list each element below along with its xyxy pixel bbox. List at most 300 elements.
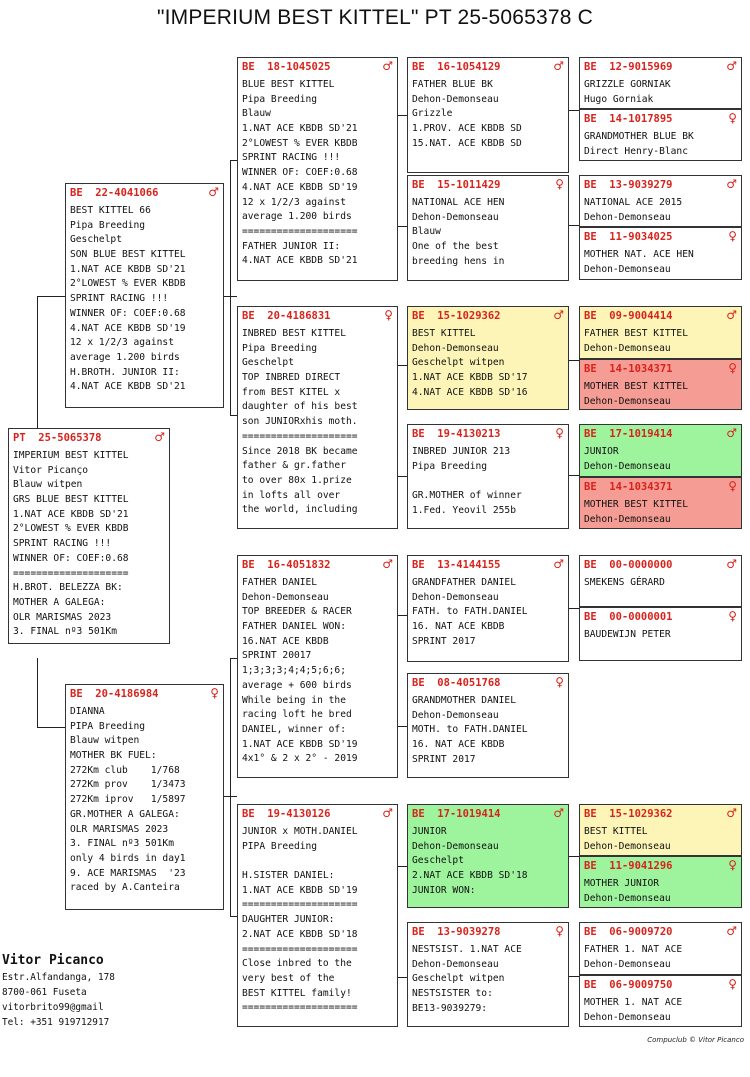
card-line: in lofts all over [242, 489, 341, 501]
connector-line [397, 365, 407, 366]
ring-number: BE 00-0000000 [584, 559, 673, 571]
card-line: Geschelpt [412, 855, 464, 867]
card-line: Dehon-Demonseau [584, 892, 671, 904]
ring-number: BE 19-4130213 [412, 428, 501, 440]
male-symbol-icon: ♂ [726, 177, 737, 191]
card-line: Dehon-Demonseau [412, 93, 499, 105]
card-line: DAUGHTER JUNIOR: [242, 914, 335, 926]
card-line: Dehon-Demonseau [412, 342, 499, 354]
card-line: 12 x 1/2/3 against [242, 196, 346, 208]
card-lines [412, 196, 564, 269]
card-line: SPRINT RACING !!! [70, 293, 169, 305]
connector-line [568, 976, 579, 977]
female-symbol-icon: ♀ [555, 675, 564, 689]
card-line: NATIONAL ACE HEN [412, 197, 505, 208]
male-symbol-icon: ♂ [726, 59, 737, 73]
card-line: Geschelpt witpen [412, 357, 505, 369]
ggparent-card [579, 477, 742, 529]
card-line: 272Km prov 1/3473 [70, 779, 186, 791]
ggparent-card [579, 607, 742, 661]
ring-number: BE 11-9041296 [584, 860, 673, 872]
card-line: MOTHER NAT. ACE HEN [584, 249, 694, 260]
male-symbol-icon: ♂ [553, 557, 564, 571]
card-line: 2°LOWEST % EVER KBDB [13, 523, 129, 535]
footer-credit: Compuclub © Vitor Picanco [647, 1036, 744, 1044]
card-line: SPRINT 2017 [412, 635, 476, 647]
female-symbol-icon: ♀ [728, 479, 737, 493]
card-line: Geschelpt [242, 357, 294, 369]
card-line: 16. NAT ACE KBDB [412, 739, 505, 751]
card-line: ==================== [242, 430, 358, 442]
pedigree-title: "IMPERIUM BEST KITTEL" PT 25-5065378 C [156, 6, 594, 29]
card-line: BAUDEWIJN PETER [584, 629, 671, 640]
card-line: Geschelpt [70, 234, 122, 246]
card-line: While being in the [242, 694, 346, 706]
card-line: DANIEL, winner of: [242, 723, 346, 735]
card-line: 2.NAT ACE KBDB SD'18 [412, 870, 528, 882]
female-symbol-icon: ♀ [555, 924, 564, 938]
card-lines [584, 78, 737, 107]
ring-number: BE 15-1011429 [412, 179, 501, 191]
card-lines [412, 825, 564, 898]
connector-line [397, 476, 407, 477]
card-line: TOP BREEDER & RACER [242, 606, 352, 618]
card-line: 1.NAT ACE KBDB SD'21 [242, 123, 358, 135]
card-line: 272Km iprov 1/5897 [70, 794, 186, 806]
ring-number: BE 14-1017895 [584, 113, 673, 125]
card-lines [242, 78, 393, 269]
sire-dam-card [237, 306, 398, 529]
card-line: SPRINT RACING !!! [13, 538, 112, 550]
card-line: 16.NAT ACE KBDB [242, 635, 329, 647]
card-line: average + 600 birds [242, 679, 352, 691]
card-line: FATHER DANIEL WON: [242, 621, 346, 633]
card-lines [584, 380, 737, 409]
connector-line [568, 110, 579, 111]
card-line: ==================== [242, 943, 358, 955]
card-line: breeding hens in [412, 255, 505, 267]
card-line: 1.NAT ACE KBDB SD'21 [13, 508, 129, 520]
card-line: GRANDMOTHER DANIEL [412, 695, 516, 706]
card-line: 12 x 1/2/3 against [70, 337, 174, 349]
connector-line [230, 916, 237, 917]
card-lines [584, 628, 737, 643]
card-line: JUNIOR [584, 446, 619, 457]
card-line: 2.NAT ACE KBDB SD'18 [242, 928, 358, 940]
card-line: INBRED JUNIOR 213 [412, 446, 511, 457]
card-line: PIPA Breeding [242, 840, 318, 852]
card-line: son JUNIORxhis moth. [242, 416, 358, 428]
card-line: 1;3;3;3;4;4;5;6;6; [242, 665, 346, 677]
card-line: Dehon-Demonseau [584, 395, 671, 407]
card-line: raced by A.Canteira [70, 882, 180, 894]
card-lines [584, 877, 737, 906]
card-lines [412, 78, 564, 151]
card-lines [412, 445, 564, 518]
card-line: FATHER 1. NAT ACE [584, 944, 683, 955]
card-lines [412, 576, 564, 649]
card-line: JUNIOR WON: [412, 884, 476, 896]
card-line: Blauw witpen [70, 735, 140, 747]
card-line [412, 474, 564, 489]
card-line: MOTHER BEST KITTEL [584, 499, 688, 510]
connector-line [568, 856, 579, 857]
card-line: 272Km club 1/768 [70, 764, 180, 776]
card-line: 1.NAT ACE KBDB SD'19 [242, 738, 358, 750]
ds-sire-card [407, 555, 569, 662]
dam-dam-card [237, 804, 398, 1027]
card-line: Dehon-Demonseau [242, 591, 329, 603]
ring-number: BE 17-1019414 [412, 808, 501, 820]
card-line: BEST KITTEL 66 [70, 205, 151, 216]
male-symbol-icon: ♂ [726, 308, 737, 322]
card-line: 9. ACE MARISMAS '23 [70, 867, 186, 879]
breeder-email: vitorbrito99@gmail [2, 1002, 104, 1013]
connector-line [230, 415, 237, 416]
card-line: GRS BLUE BEST KITTEL [13, 494, 129, 506]
card-line: Pipa Breeding [412, 460, 488, 472]
card-line: WINNER OF: COEF:0.68 [13, 552, 129, 564]
male-symbol-icon: ♂ [382, 557, 393, 571]
ss-dam-card [407, 175, 569, 281]
card-line: BLUE BEST KITTEL [242, 79, 335, 90]
card-line: Dehon-Demonseau [412, 840, 499, 852]
card-lines [412, 327, 564, 400]
ring-number: BE 16-4051832 [242, 559, 331, 571]
male-symbol-icon: ♂ [553, 59, 564, 73]
connector-line [568, 360, 579, 361]
ggparent-card [579, 856, 742, 908]
card-line: FATHER BLUE BK [412, 79, 493, 90]
connector-line [37, 296, 65, 297]
card-line: GRIZZLE GORNIAK [584, 79, 671, 90]
card-line: MOTHER A GALEGA: [13, 596, 106, 608]
card-line: from BEST KITEL x [242, 386, 341, 398]
ring-number: BE 13-9039278 [412, 926, 501, 938]
ring-number: BE 17-1019414 [584, 428, 673, 440]
ring-number: BE 20-4186984 [70, 688, 159, 700]
connector-line [230, 658, 237, 659]
male-symbol-icon: ♂ [553, 806, 564, 820]
card-line: daughter of his best [242, 401, 358, 413]
ring-number: BE 15-1029362 [584, 808, 673, 820]
male-symbol-icon: ♂ [208, 185, 219, 199]
card-line: NESTSISTER to: [412, 988, 493, 1000]
breeder-address: Estr.Alfandanga, 178 [2, 972, 115, 983]
female-symbol-icon: ♀ [728, 858, 737, 872]
card-line: to over 80x 1.prize [242, 474, 352, 486]
card-line: 1.NAT ACE KBDB SD'21 [70, 263, 186, 275]
ring-number: BE 06-9009750 [584, 979, 673, 991]
card-line: 4.NAT ACE KBDB SD'21 [70, 381, 186, 393]
card-line: BEST KITTEL [584, 826, 648, 837]
card-line: ==================== [242, 225, 358, 237]
breeder-info [2, 952, 115, 1030]
card-line: Dehon-Demonseau [584, 342, 671, 354]
card-line: FATHER DANIEL [242, 577, 318, 588]
ring-number: BE 08-4051768 [412, 677, 501, 689]
card-line: Grizzle [412, 108, 453, 120]
card-line: average 1.200 birds [242, 211, 352, 223]
male-symbol-icon: ♂ [726, 426, 737, 440]
ring-number: BE 18-1045025 [242, 61, 331, 73]
ring-number: PT 25-5065378 [13, 432, 102, 444]
card-line: NATIONAL ACE 2015 [584, 197, 683, 208]
card-lines [70, 204, 219, 395]
ring-number: BE 14-1034371 [584, 363, 673, 375]
card-lines [242, 825, 393, 1016]
card-line: JUNIOR [412, 826, 447, 837]
card-line: 4x1° & 2 x 2° - 2019 [242, 753, 358, 765]
card-line: 1.NAT ACE KBDB SD'19 [242, 884, 358, 896]
connector-line [568, 225, 579, 226]
female-symbol-icon: ♀ [555, 177, 564, 191]
card-line: average 1.200 birds [70, 351, 180, 363]
ggparent-card [579, 109, 742, 161]
card-line: Dehon-Demonseau [584, 211, 671, 223]
connector-line [37, 727, 65, 728]
card-line: SPRINT 20017 [242, 650, 312, 662]
card-line: ==================== [242, 1002, 358, 1014]
card-line: Dehon-Demonseau [584, 1011, 671, 1023]
card-line: Direct Henry-Blanc [584, 145, 688, 157]
card-line: very best of the [242, 972, 335, 984]
dd-dam-card [407, 922, 569, 1027]
male-symbol-icon: ♂ [726, 806, 737, 820]
dam-sire-card [237, 555, 398, 778]
card-line: ==================== [242, 899, 358, 911]
card-line: 2°LOWEST % EVER KBDB [242, 137, 358, 149]
sire-sire-card [237, 57, 398, 281]
ring-number: BE 09-9004414 [584, 310, 673, 322]
card-lines [13, 449, 165, 640]
card-lines [584, 825, 737, 854]
card-line: Geschelpt witpen [412, 973, 505, 985]
card-line: Close inbred to the [242, 958, 352, 970]
ggparent-card [579, 804, 742, 856]
card-line: 1.PROV. ACE KBDB SD [412, 123, 522, 135]
card-line: GRANDMOTHER BLUE BK [584, 131, 694, 142]
card-line: 4.NAT ACE KBDB SD'21 [242, 255, 358, 267]
sd-dam-card [407, 424, 569, 529]
card-line: WINNER OF: COEF:0.68 [70, 307, 186, 319]
sire-card [65, 183, 224, 408]
card-line: BEST KITTEL [412, 328, 476, 339]
card-line: Dehon-Demonseau [412, 709, 499, 721]
card-line: only 4 birds in day1 [70, 852, 186, 864]
card-line: MOTHER BEST KITTEL [584, 381, 688, 392]
ring-number: BE 13-9039279 [584, 179, 673, 191]
card-lines [584, 576, 737, 591]
card-line: Pipa Breeding [70, 219, 146, 231]
ring-number: BE 15-1029362 [412, 310, 501, 322]
card-lines [584, 498, 737, 527]
ring-number: BE 14-1034371 [584, 481, 673, 493]
card-lines [70, 705, 219, 896]
connector-line [397, 226, 407, 227]
ggparent-card [579, 555, 742, 607]
dam-card [65, 684, 224, 910]
connector-line [397, 866, 407, 867]
card-line: Vitor Picanço [13, 464, 89, 476]
female-symbol-icon: ♀ [728, 977, 737, 991]
card-lines [584, 943, 737, 972]
ss-sire-card [407, 57, 569, 173]
card-line: FATHER JUNIOR II: [242, 240, 341, 252]
card-line: BEST KITTEL family! [242, 987, 352, 999]
female-symbol-icon: ♀ [728, 229, 737, 243]
card-line: 1.Fed. Yeovil 255b [412, 504, 516, 516]
card-lines [584, 445, 737, 474]
male-symbol-icon: ♂ [726, 557, 737, 571]
card-line: FATHER BEST KITTEL [584, 328, 688, 339]
card-line: 4.NAT ACE KBDB SD'16 [412, 386, 528, 398]
breeder-name: Vitor Picanco [2, 953, 104, 968]
card-line: father & gr.father [242, 460, 346, 472]
card-line: Hugo Gorniak [584, 93, 654, 105]
ggparent-card [579, 359, 742, 410]
female-symbol-icon: ♀ [728, 361, 737, 375]
card-line: NESTSIST. 1.NAT ACE [412, 944, 522, 955]
ggparent-card [579, 227, 742, 280]
connector-line [397, 726, 407, 727]
connector-line [37, 296, 38, 432]
ggparent-card [579, 57, 742, 109]
ring-number: BE 16-1054129 [412, 61, 501, 73]
card-lines [584, 996, 737, 1025]
connector-line [397, 615, 407, 616]
male-symbol-icon: ♂ [382, 59, 393, 73]
card-line: SPRINT 2017 [412, 753, 476, 765]
card-line: Blauw witpen [13, 479, 83, 491]
card-line: BE13-9039279: [412, 1002, 488, 1014]
card-line: SMEKENS GÉRARD [584, 577, 665, 588]
card-line: 4.NAT ACE KBDB SD'19 [242, 181, 358, 193]
female-symbol-icon: ♀ [728, 609, 737, 623]
card-line: Since 2018 BK became [242, 445, 358, 457]
ring-number: BE 00-0000001 [584, 611, 673, 623]
subject-pigeon-card [8, 428, 170, 644]
card-line: IMPERIUM BEST KITTEL [13, 450, 129, 461]
ggparent-card [579, 175, 742, 227]
card-lines [584, 327, 737, 356]
female-symbol-icon: ♀ [555, 426, 564, 440]
card-line: Dehon-Demonseau [584, 460, 671, 472]
card-line: SPRINT RACING !!! [242, 152, 341, 164]
card-line: Dehon-Demonseau [584, 263, 671, 275]
card-line: H.SISTER DANIEL: [242, 870, 335, 882]
breeder-phone: Tel: +351 919712917 [2, 1017, 110, 1028]
card-line: 16. NAT ACE KBDB [412, 621, 505, 633]
card-line: Dehon-Demonseau [584, 513, 671, 525]
card-line: Dehon-Demonseau [412, 211, 499, 223]
male-symbol-icon: ♂ [726, 924, 737, 938]
card-line: Blauw [242, 108, 271, 120]
card-line: SON BLUE BEST KITTEL [70, 249, 186, 261]
card-line: racing loft he bred [242, 709, 352, 721]
ring-number: BE 12-9015969 [584, 61, 673, 73]
male-symbol-icon: ♂ [382, 806, 393, 820]
connector-line [230, 658, 231, 916]
card-lines [584, 248, 737, 277]
breeder-city: 8700-061 Fuseta [2, 987, 87, 998]
connector-line [230, 160, 231, 415]
connector-line [397, 977, 407, 978]
card-line: WINNER OF: COEF:0.68 [242, 167, 358, 179]
card-line: Pipa Breeding [242, 93, 318, 105]
card-lines [242, 576, 393, 767]
card-lines [242, 327, 393, 518]
card-line: 15.NAT. ACE KBDB SD [412, 137, 522, 149]
connector-line [37, 658, 38, 727]
card-line [242, 854, 393, 869]
card-line: MOTHER 1. NAT ACE [584, 997, 683, 1008]
ggparent-card [579, 922, 742, 975]
card-line: ==================== [13, 567, 129, 579]
card-line: H.BROT. BELEZZA BK: [13, 582, 123, 594]
card-line: MOTHER BK FUEL: [70, 750, 157, 762]
card-line: DIANNA [70, 706, 105, 717]
card-line: GR.MOTHER of winner [412, 490, 522, 502]
card-line: Dehon-Demonseau [412, 958, 499, 970]
card-line: 4.NAT ACE KBDB SD'19 [70, 322, 186, 334]
card-line: GR.MOTHER A GALEGA: [70, 808, 180, 820]
ggparent-card [579, 424, 742, 477]
card-line: MOTHER JUNIOR [584, 878, 660, 889]
card-line: H.BROTH. JUNIOR II: [70, 366, 180, 378]
ds-dam-card [407, 673, 569, 778]
ring-number: BE 13-4144155 [412, 559, 501, 571]
card-line: JUNIOR x MOTH.DANIEL [242, 826, 358, 837]
dd-sire-card [407, 804, 569, 908]
female-symbol-icon: ♀ [210, 686, 219, 700]
connector-line [568, 608, 579, 609]
connector-line [568, 475, 579, 476]
card-line: OLR MARISMAS 2023 [70, 823, 169, 835]
card-line: MOTH. to FATH.DANIEL [412, 724, 528, 736]
card-lines [584, 196, 737, 225]
card-lines [412, 943, 564, 1016]
card-lines [412, 694, 564, 767]
card-line: 3. FINAL nº3 501Km [13, 626, 117, 638]
connector-line [230, 160, 237, 161]
card-line: 2°LOWEST % EVER KBDB [70, 278, 186, 290]
sd-sire-card [407, 306, 569, 410]
card-line: INBRED BEST KITTEL [242, 328, 346, 339]
card-line: One of the best [412, 241, 499, 253]
card-line: Dehon-Demonseau [584, 958, 671, 970]
card-line: 3. FINAL nº3 501Km [70, 838, 174, 850]
card-line: 1.NAT ACE KBDB SD'17 [412, 372, 528, 384]
card-line: TOP INBRED DIRECT [242, 372, 341, 384]
ring-number: BE 11-9034025 [584, 231, 673, 243]
card-line: Dehon-Demonseau [584, 840, 671, 852]
card-line: Dehon-Demonseau [412, 591, 499, 603]
card-line: GRANDFATHER DANIEL [412, 577, 516, 588]
card-line: PIPA Breeding [70, 720, 146, 732]
ring-number: BE 06-9009720 [584, 926, 673, 938]
card-line: FATH. to FATH.DANIEL [412, 606, 528, 618]
card-lines [584, 130, 737, 159]
ggparent-card [579, 306, 742, 359]
male-symbol-icon: ♂ [154, 430, 165, 444]
card-line: the world, including [242, 504, 358, 516]
ring-number: BE 19-4130126 [242, 808, 331, 820]
male-symbol-icon: ♂ [553, 308, 564, 322]
ring-number: BE 20-4186831 [242, 310, 331, 322]
card-line: OLR MARISMAS 2023 [13, 611, 112, 623]
ggparent-card [579, 975, 742, 1027]
